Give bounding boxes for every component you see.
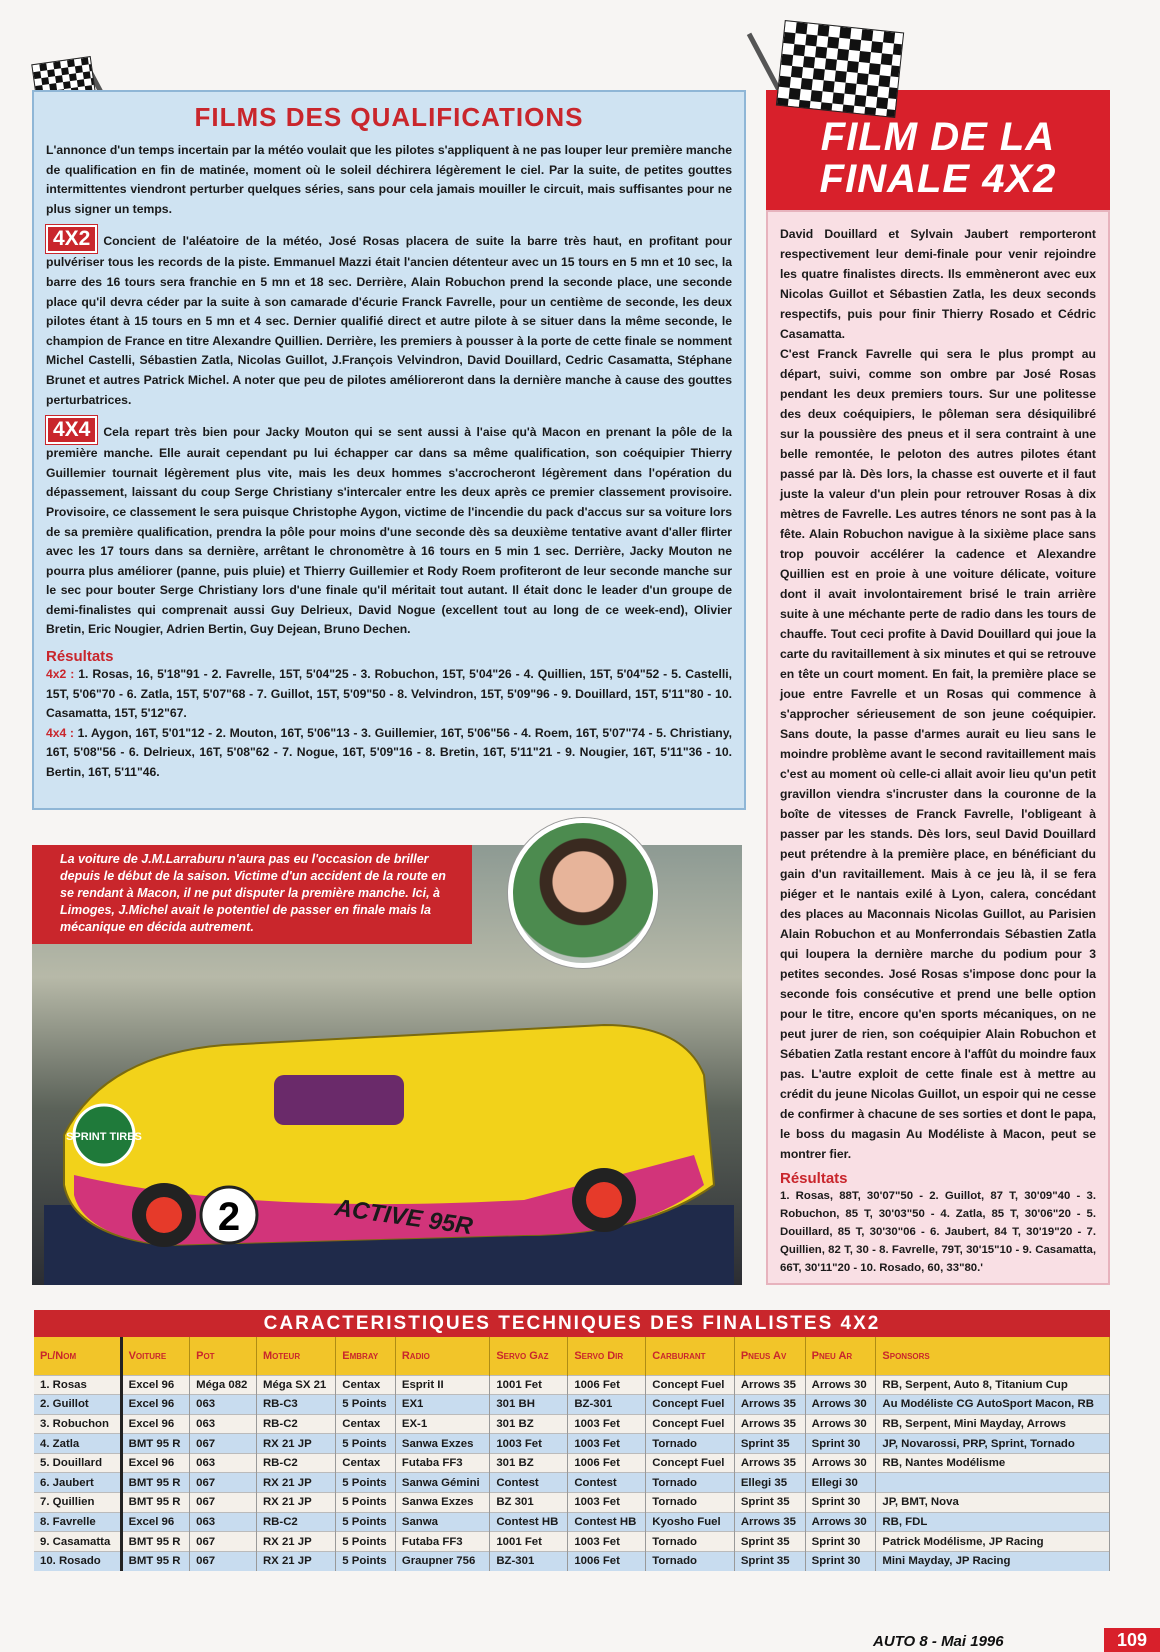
tech-specs-table [34, 1337, 1110, 1571]
paragraph-4x4 [46, 416, 732, 640]
table-cell: Graupner 756 [395, 1551, 489, 1571]
col-header-carburant: Carburant [646, 1337, 735, 1375]
table-cell: Tornado [646, 1493, 735, 1513]
table-row [34, 1434, 1110, 1454]
table-cell: Sprint 30 [805, 1493, 876, 1513]
table-cell: Centax [336, 1414, 396, 1434]
table-cell: 1003 Fet [568, 1493, 646, 1513]
table-row [34, 1395, 1110, 1415]
table-cell: 063 [190, 1453, 257, 1473]
qualifications-title: FILMS DES QUALIFICATIONS [194, 102, 584, 132]
table-cell: Excel 96 [121, 1395, 190, 1415]
table-row [34, 1414, 1110, 1434]
table-cell: 6. Jaubert [34, 1473, 121, 1493]
table-cell: Centax [336, 1375, 396, 1395]
table-cell: JP, BMT, Nova [876, 1493, 1110, 1513]
table-cell: 067 [190, 1551, 257, 1571]
rc-car-illustration [44, 985, 734, 1285]
table-cell: Arrows 30 [805, 1414, 876, 1434]
table-cell: Esprit II [395, 1375, 489, 1395]
table-cell: Contest HB [490, 1512, 568, 1532]
text-4x2: Concient de l'aléatoire de la météo, José Rosas placera de suite la barre très haut, en profitant pour pulvériser tous les records de la piste. Emmanuel Mazzi était l'ancien détenteur avec un 15 tours en 5 mn et 10 sec, la barre des 16 tours sera franchie en 5 mn et 18 sec. Derrière, Alain Robuchon prend la seconde place, une seconde place qu'il devra céder par la suite à son camarade d'écurie Franck Favrelle, pour un centième de seconde, les deux pilotes étant à 15 tours en 5 mn et 4 sec. Dernier qualifié direct et autre pilote à se situer dans la même seconde, le champion de France en titre Alexandre Quillien. Derrière, les premiers à pousser à la porte de cette finale se nomment Michel Castelli, Sébastien Zatla, Nicolas Guillot, J.François Velvindron, David Douillard, Cedric Casamatta, Stéphane Brunet et autres Patrick Michel. A noter que peu de pilotes amélioreront dans la dernière manche à cause des gouttes perturbatrices. [46, 234, 732, 407]
table-cell: 1001 Fet [490, 1532, 568, 1552]
finale-title-line1: FILM DE LA [820, 115, 1056, 159]
table-cell: Sprint 35 [734, 1493, 805, 1513]
finale-panel [766, 210, 1110, 1285]
table-cell: BZ-301 [490, 1551, 568, 1571]
table-cell: 067 [190, 1532, 257, 1552]
checkered-flag-icon [776, 20, 904, 118]
col-header-pneu-ar: Pneu Ar [805, 1337, 876, 1375]
front-rim [146, 1197, 182, 1233]
qualifications-results-title: Résultats [46, 648, 114, 666]
table-cell: Tornado [646, 1551, 735, 1571]
col-header-embray: Embray [336, 1337, 396, 1375]
table-cell: RB-C2 [256, 1453, 335, 1473]
table-cell: RB-C2 [256, 1512, 335, 1532]
table-cell: RX 21 JP [256, 1532, 335, 1552]
table-cell: 1003 Fet [568, 1414, 646, 1434]
tag-4x2: 4X2 [46, 225, 97, 253]
table-cell: Mini Mayday, JP Racing [876, 1551, 1110, 1571]
table-cell: RX 21 JP [256, 1473, 335, 1493]
table-cell: Excel 96 [121, 1453, 190, 1473]
table-cell: 1003 Fet [568, 1434, 646, 1454]
results-4x2-label: 4x2 : [46, 667, 75, 682]
table-cell: Sanwa Gémini [395, 1473, 489, 1493]
table-cell: EX1 [395, 1395, 489, 1415]
table-cell [876, 1473, 1110, 1493]
table-cell: RX 21 JP [256, 1493, 335, 1513]
car-cockpit [274, 1075, 404, 1125]
table-cell: Sanwa Exzes [395, 1434, 489, 1454]
table-cell: Arrows 30 [805, 1512, 876, 1532]
tech-specs-section [34, 1310, 1110, 1571]
finale-para2: C'est Franck Favrelle qui sera le plus prompt au départ, suivi, comme son ombre par José Rosas pendant les deux premiers tours. Sur une politesse des deux coéquipiers, le pôleman sera désiquilibré sur la poussière des pneus et il sera contraint à une belle remontée, le peloton des autres pilotes étant passé par là. Dès lors, la chasse est ouverte et il faut juste la valeur d'un plein pour retrouver Rosas à dix mètres de Favrelle. Les autres ténors ne sont pas à la fête. Alain Robuchon navigue à la sixième place sans trop pouvoir accélérer la cadence et Alexandre Quillien est en proie à une voiture délicate, voiture dont il avait involontairement brisé le train arrière suite à une méchante perte de radio dans les tours de chauffe. Tout ceci profite à David Douillard qui joue la carte du ravitaillement à six minutes et qui se retrouve en tête un court moment. En fait, la première place se joue entre Favrelle et un Rosas qui commence à s'approcher sérieusement de son jeune coéquipier. Sans doute, la passe d'armes aurait eu lieu sans le moindre problème avant le second ravitaillement mais c'est au moment où celle-ci allait avoir lieu qu'un petit gravillon viendra s'incruster dans la couronne de la boîte de vitesses de Franck Favrelle, l'obligeant à passer par les stands. Dès lors, seul David Douillard peut prétendre à la première place, en bénéficiant du gain d'un ravitaillement. Mais à ce jeu là, il se fera piéger et le nantais exilé à Lyon, calera, concédant des places au Maconnais Nicolas Guillot, au Parisien Alain Robuchon et au Monferrondais Sébastien Zatla qui loupera la dernière marche du podium pour 3 petites secondes. José Rosas s'impose donc pour la seconde fois consécutive et prend une belle option pour le titre, encore qu'en sports mécaniques, on ne peut jurer de rien, son coéquipier Alain Robuchon et Sébatien Zatla restant encore à l'affût du moindre faux pas. L'autre exploit de cette finale est à mettre au crédit du jeune Nicolas Guillot, un espoir qui ne cesse de confirmer à chacune de ses sorties et dont le papa, le boss du magasin Au Modéliste à Macon, peut se montrer fier. [780, 347, 1096, 1161]
table-cell: Arrows 30 [805, 1375, 876, 1395]
col-header-servo-dir: Servo Dir [568, 1337, 646, 1375]
table-cell: 067 [190, 1473, 257, 1493]
table-cell: BMT 95 R [121, 1551, 190, 1571]
table-cell: 5 Points [336, 1551, 396, 1571]
table-cell: Excel 96 [121, 1375, 190, 1395]
results-4x4-text: 1. Aygon, 16T, 5'01"12 - 2. Mouton, 16T, 5'06"13 - 3. Guillemier, 16T, 5'06"56 - 4. Roem, 16T, 5'07"74 - 5. Christiany, 16T, 5'08"56 - 6. Delrieux, 16T, 5'08"62 - 7. Nogue, 16T, 5'09"16 - 8. Bretin, 16T, 5'11"21 - 9. Nougier, 16T, 5'11"36 - 10. Bertin, 16T, 5'11"46. [46, 725, 733, 780]
table-row [34, 1493, 1110, 1513]
col-header-radio: Radio [395, 1337, 489, 1375]
table-cell: Concept Fuel [646, 1453, 735, 1473]
table-cell: 4. Zatla [34, 1434, 121, 1454]
col-header-pot: Pot [190, 1337, 257, 1375]
table-cell: Concept Fuel [646, 1414, 735, 1434]
table-cell: 301 BZ [490, 1453, 568, 1473]
table-cell: Méga SX 21 [256, 1375, 335, 1395]
table-cell: 063 [190, 1414, 257, 1434]
table-cell: RB, Serpent, Mini Mayday, Arrows [876, 1414, 1110, 1434]
table-cell: RX 21 JP [256, 1434, 335, 1454]
table-cell: Excel 96 [121, 1414, 190, 1434]
table-cell: Arrows 30 [805, 1395, 876, 1415]
col-header-sponsors: Sponsors [876, 1337, 1110, 1375]
table-cell: 10. Rosado [34, 1551, 121, 1571]
col-header-voiture: Voiture [121, 1337, 190, 1375]
table-cell: Concept Fuel [646, 1395, 735, 1415]
table-cell: Sprint 30 [805, 1434, 876, 1454]
table-cell: EX-1 [395, 1414, 489, 1434]
tag-4x4: 4X4 [46, 416, 97, 444]
table-cell: BMT 95 R [121, 1434, 190, 1454]
table-cell: 5 Points [336, 1395, 396, 1415]
table-cell: 1003 Fet [490, 1434, 568, 1454]
table-cell: Sanwa Exzes [395, 1493, 489, 1513]
table-cell: Méga 082 [190, 1375, 257, 1395]
results-4x2-text: 1. Rosas, 16, 5'18"91 - 2. Favrelle, 15T, 5'04"25 - 3. Robuchon, 15T, 5'04"26 - 4. Quillien, 15T, 5'04"52 - 5. Castelli, 15T, 5'06"70 - 6. Zatla, 15T, 5'07"68 - 7. Guillot, 15T, 5'09"50 - 8. Velvindron, 15T, 5'09"96 - 9. Douillard, 15T, 5'11"80 - 10. Casamatta, 15T, 5'12"67. [46, 667, 733, 721]
table-cell: RB, Nantes Modélisme [876, 1453, 1110, 1473]
table-cell: Au Modéliste CG AutoSport Macon, RB [876, 1395, 1110, 1415]
table-cell: 5 Points [336, 1532, 396, 1552]
table-row [34, 1532, 1110, 1552]
table-cell: 5 Points [336, 1473, 396, 1493]
table-cell: 301 BZ [490, 1414, 568, 1434]
page-number: 109 [1104, 1628, 1160, 1652]
results-4x4-label: 4x4 : [46, 725, 74, 740]
car-number: 2 [217, 1195, 241, 1239]
qualifications-panel [32, 90, 746, 810]
table-cell: 067 [190, 1434, 257, 1454]
table-cell: 5 Points [336, 1434, 396, 1454]
finale-results: 1. Rosas, 88T, 30'07"50 - 2. Guillot, 87 T, 30'09"40 - 3. Robuchon, 85 T, 30'03"50 - 4. Zatla, 85 T, 30'06"20 - 5. Douillard, 85 T, 30'30"06 - 6. Jaubert, 84 T, 30'19"20 - 7. Quillien, 82 T, 30 - 8. Favrelle, 79T, 30'15"10 - 9. Casamatta, 66T, 30'11"20 - 10. Rosado, 60, 33"80.' [780, 1190, 1096, 1274]
table-cell: 5. Douillard [34, 1453, 121, 1473]
table-row [34, 1375, 1110, 1395]
table-cell: BMT 95 R [121, 1473, 190, 1493]
table-cell: Sprint 30 [805, 1551, 876, 1571]
driver-portrait [508, 818, 658, 968]
table-cell: BZ 301 [490, 1493, 568, 1513]
table-header-row [34, 1337, 1110, 1375]
table-body [34, 1375, 1110, 1571]
table-cell: BMT 95 R [121, 1532, 190, 1552]
table-row [34, 1453, 1110, 1473]
sprint-tires-badge-text: SPRINT TIRES [66, 1131, 142, 1143]
table-cell: Arrows 35 [734, 1453, 805, 1473]
table-cell: Excel 96 [121, 1512, 190, 1532]
table-row [34, 1512, 1110, 1532]
table-cell: Sprint 35 [734, 1532, 805, 1552]
table-cell: Patrick Modélisme, JP Racing [876, 1532, 1110, 1552]
table-cell: Contest HB [568, 1512, 646, 1532]
table-cell: BMT 95 R [121, 1493, 190, 1513]
table-cell: RX 21 JP [256, 1551, 335, 1571]
table-cell: 5 Points [336, 1512, 396, 1532]
table-cell: Arrows 35 [734, 1512, 805, 1532]
table-cell: Sprint 30 [805, 1532, 876, 1552]
table-cell: Sprint 35 [734, 1551, 805, 1571]
col-header-servo-gaz: Servo Gaz [490, 1337, 568, 1375]
table-cell: 5 Points [336, 1493, 396, 1513]
results-4x2 [46, 665, 732, 724]
table-cell: RB, Serpent, Auto 8, Titanium Cup [876, 1375, 1110, 1395]
table-row [34, 1551, 1110, 1571]
table-cell: 067 [190, 1493, 257, 1513]
table-cell: Arrows 35 [734, 1395, 805, 1415]
finale-results-title: Résultats [780, 1170, 848, 1187]
rear-rim [586, 1182, 622, 1218]
table-cell: Tornado [646, 1473, 735, 1493]
table-cell: Contest [490, 1473, 568, 1493]
col-header-moteur: Moteur [256, 1337, 335, 1375]
tech-specs-title: CARACTERISTIQUES TECHNIQUES DES FINALISTES 4X2 [34, 1310, 1110, 1337]
table-cell: 9. Casamatta [34, 1532, 121, 1552]
table-cell: Tornado [646, 1434, 735, 1454]
table-cell: Sanwa [395, 1512, 489, 1532]
table-cell: 301 BH [490, 1395, 568, 1415]
qualifications-intro: L'annonce d'un temps incertain par la météo voulait que les pilotes s'appliquent à ne pas louper leur première manche de qualification en fin de matinée, moment où le soleil déchirera légèrement le ciel. Par la suite, de petites gouttes intermittentes viendront perturber quelques séries, sans pour cela jamais mouiller le circuit, mais suffisantes pour ne plus signer un temps. [46, 143, 732, 216]
table-cell: 063 [190, 1395, 257, 1415]
table-cell: Arrows 35 [734, 1414, 805, 1434]
table-cell: Sprint 35 [734, 1434, 805, 1454]
table-cell: Futaba FF3 [395, 1532, 489, 1552]
table-cell: 3. Robuchon [34, 1414, 121, 1434]
table-row [34, 1473, 1110, 1493]
table-cell: 1. Rosas [34, 1375, 121, 1395]
table-cell: JP, Novarossi, PRP, Sprint, Tornado [876, 1434, 1110, 1454]
table-cell: 7. Quillien [34, 1493, 121, 1513]
table-cell: 1006 Fet [568, 1551, 646, 1571]
magazine-footer: AUTO 8 - Mai 1996 [873, 1633, 1004, 1650]
table-cell: 8. Favrelle [34, 1512, 121, 1532]
table-cell: 1006 Fet [568, 1453, 646, 1473]
table-cell: Concept Fuel [646, 1375, 735, 1395]
col-header-pl-nom: Pl/Nom [34, 1337, 121, 1375]
photo-caption: La voiture de J.M.Larraburu n'aura pas eu l'occasion de briller depuis le début de la saison. Victime d'un accident de la route en se rendant à Macon, il ne put disputer la première manche. Ici, à Limoges, J.Michel avait le potentiel de passer en finale mais la mécanique en décida autrement. [32, 845, 472, 944]
table-cell: Centax [336, 1453, 396, 1473]
table-cell: Ellegi 30 [805, 1473, 876, 1493]
col-header-pneus-av: Pneus Av [734, 1337, 805, 1375]
table-cell: RB-C3 [256, 1395, 335, 1415]
table-cell: Arrows 35 [734, 1375, 805, 1395]
table-cell: 1001 Fet [490, 1375, 568, 1395]
table-cell: BZ-301 [568, 1395, 646, 1415]
results-4x4 [46, 724, 732, 783]
text-4x4: Cela repart très bien pour Jacky Mouton qui se sent aussi à l'aise qu'à Macon en prenant la pôle de la première manche. Elle aurait cependant pu lui échapper car dans sa même qualification, son coéquipier Thierry Guillemier tournait légèrement plus vite, mais les deux hommes s'accrocheront légèrement dans l'opération du dépassement, laissant du coup Serge Christiany s'intercaler entre les deux après ce premier classement provisoire. Provisoire, ce classement le sera puisque Christophe Aygon, victime de l'incendie du pack d'accus sur sa voiture lors de sa première qualification, prendra la pôle pour moins d'une seconde dès sa deuxième tentative avant d'aller flirter avec les 17 tours dans sa dernière, arrêtant le chronomètre à 16 tours en 5 min 1 sec. Derrière, Jacky Mouton ne pourra plus améliorer (panne, puis pluie) et Thierry Guillemier et Rody Roem profiteront de leur seconde manche sur le sec pour bouter Serge Christiany lors d'une finale qu'il méritait tout autant. Il était donc le leader d'un groupe de demi-finalistes qui comprenait aussi Guy Delrieux, David Nogue (excellent tout au long de ce week-end), Olivier Bretin, Eric Nougier, Adrien Bertin, Guy Dejean, Bruno Dechen. [46, 425, 732, 637]
table-cell: 2. Guillot [34, 1395, 121, 1415]
table-cell: RB-C2 [256, 1414, 335, 1434]
finale-para1: David Douillard et Sylvain Jaubert remporteront respectivement leur demi-finale pour venir rejoindre les quatre finalistes directs. Ils emmèneront avec eux Nicolas Guillot et Sébastien Zatla, les deux seconds respectifs, puis pour finir Thierry Rosado et Cédric Casamatta. [780, 227, 1096, 341]
table-cell: RB, FDL [876, 1512, 1110, 1532]
table-cell: Futaba FF3 [395, 1453, 489, 1473]
car-body-text: ACTIVE 95R [333, 1194, 475, 1241]
finale-title-line2: FINALE 4X2 [819, 157, 1057, 201]
table-cell: 063 [190, 1512, 257, 1532]
table-cell: 1006 Fet [568, 1375, 646, 1395]
table-cell: Tornado [646, 1532, 735, 1552]
paragraph-4x2 [46, 225, 732, 410]
table-cell: Arrows 30 [805, 1453, 876, 1473]
table-cell: Contest [568, 1473, 646, 1493]
table-cell: Ellegi 35 [734, 1473, 805, 1493]
table-cell: 1003 Fet [568, 1532, 646, 1552]
table-cell: Kyosho Fuel [646, 1512, 735, 1532]
